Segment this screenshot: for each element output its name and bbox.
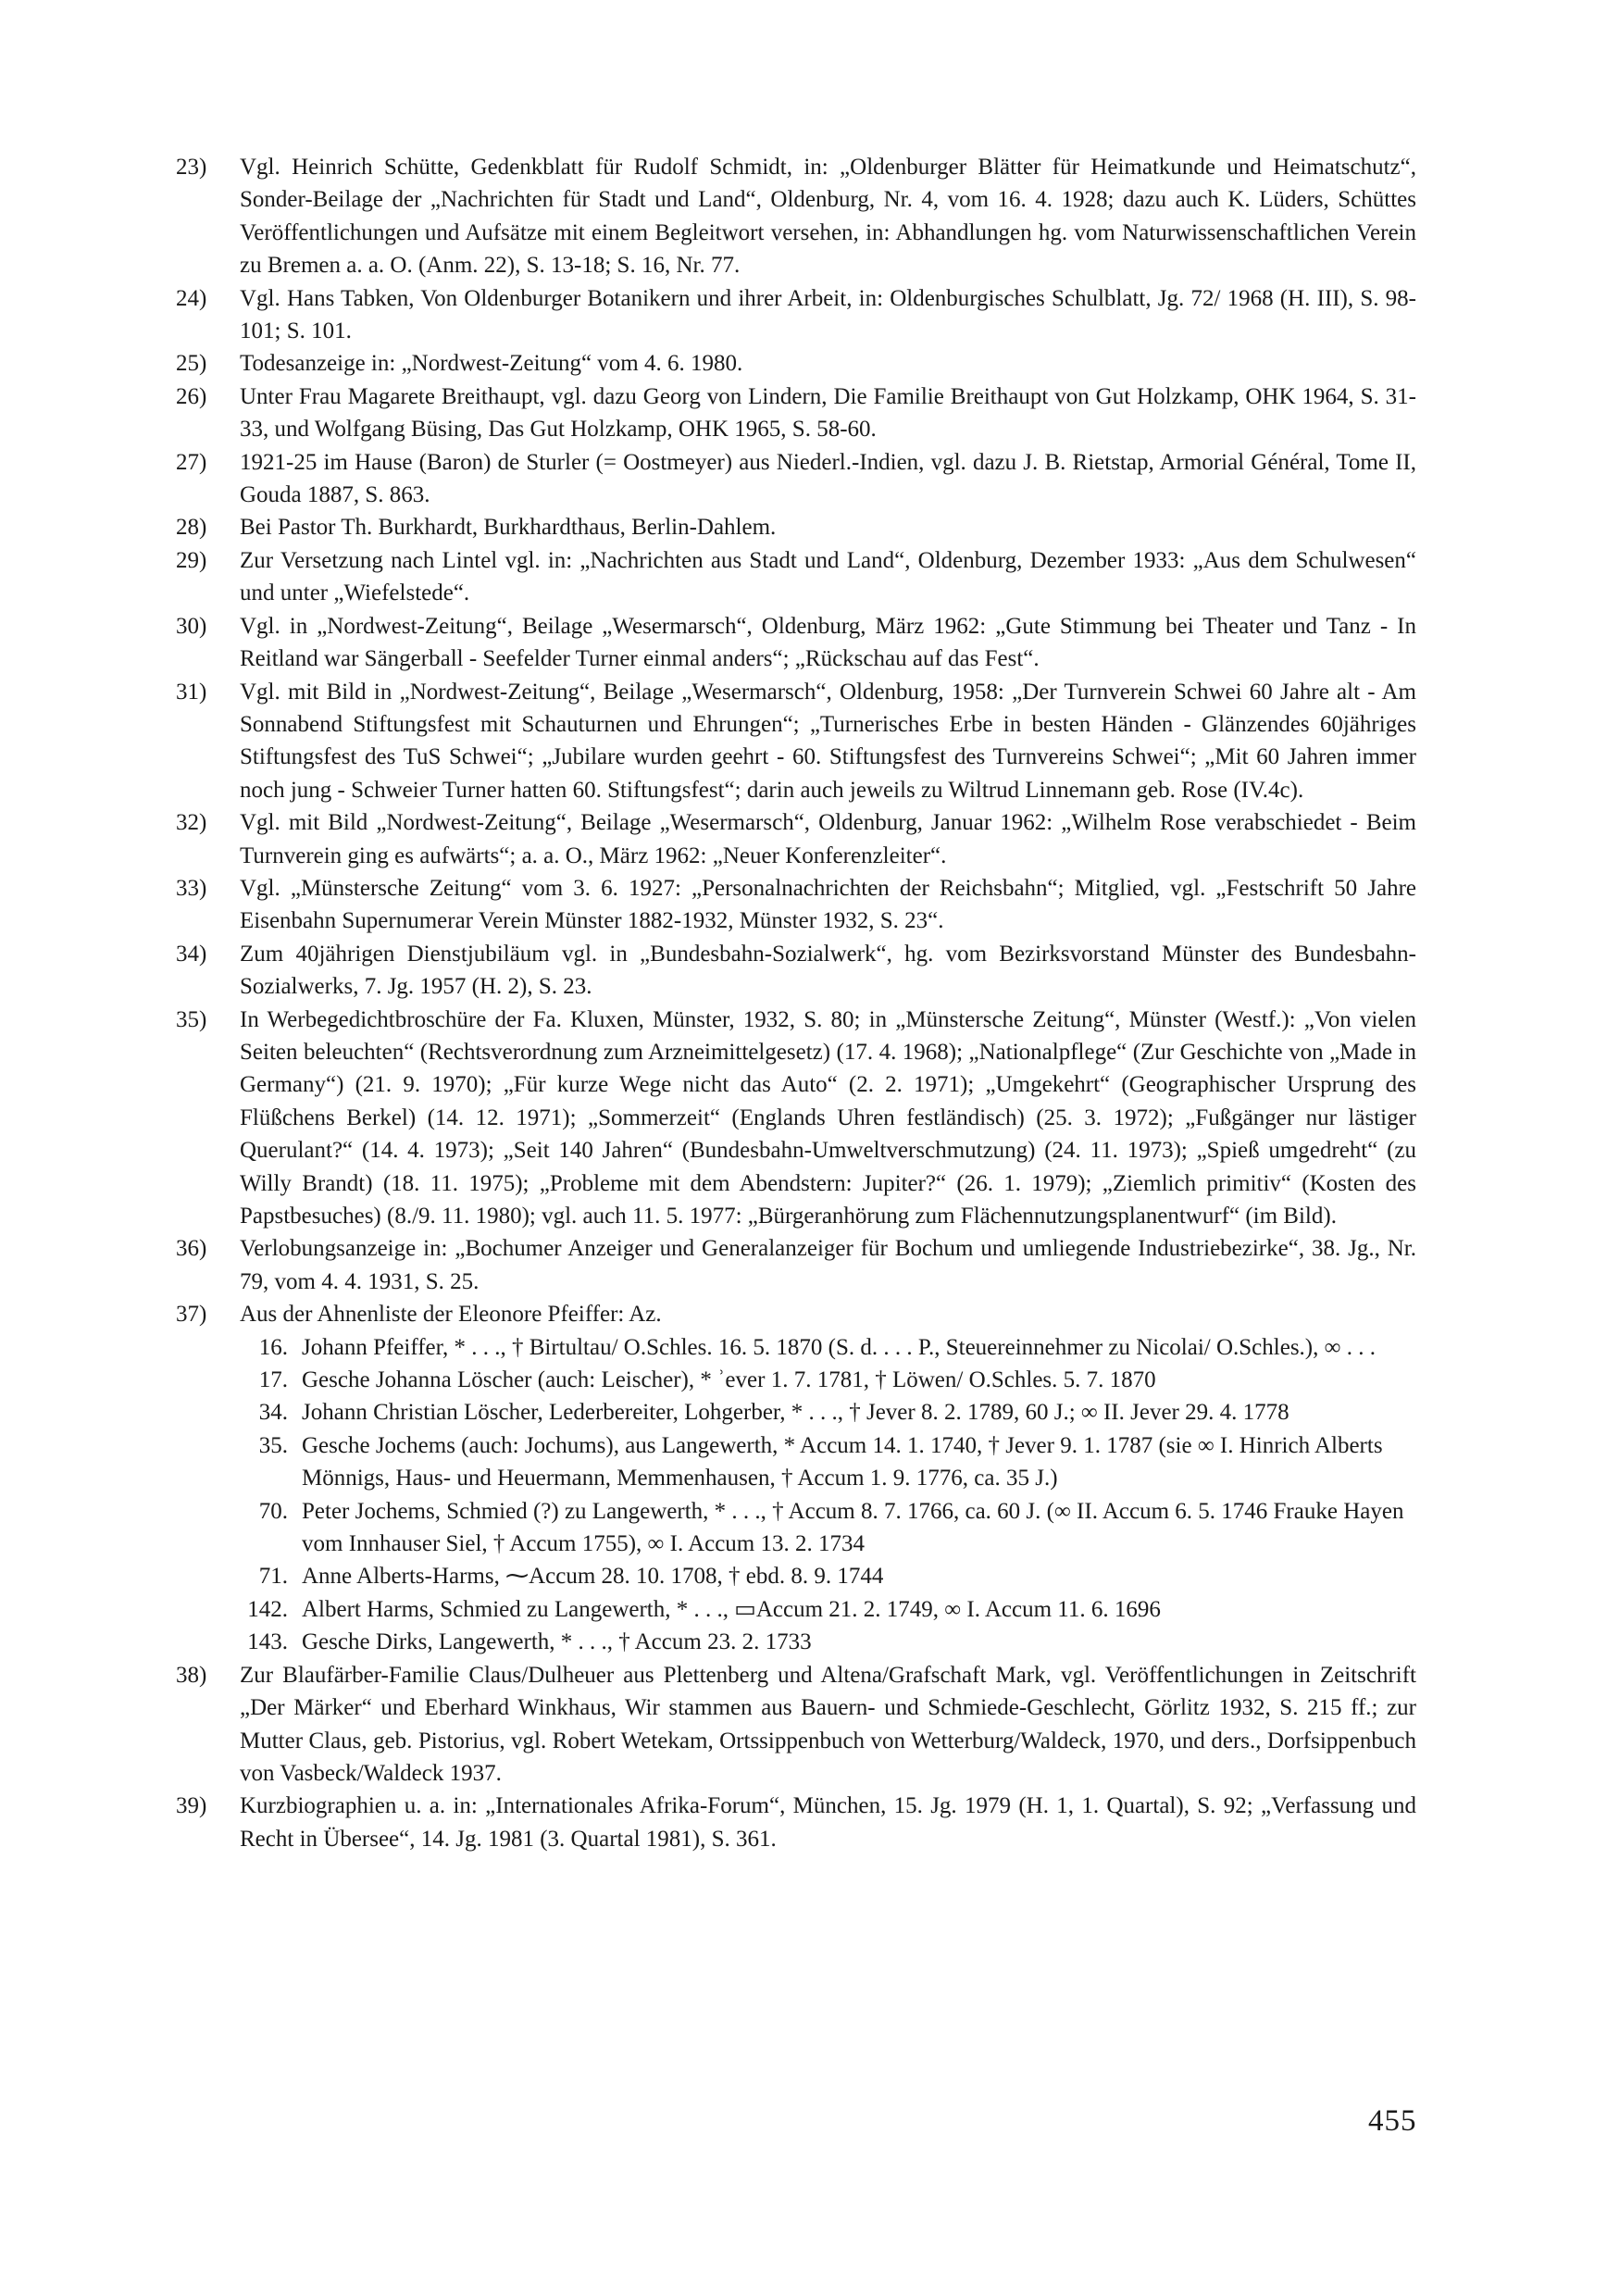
ancestor-text: Johann Pfeiffer, * . . ., † Birtultau/ O.Schles. 16. 5. 1870 (S. d. . . . P., Steuereinnehmer zu Nicolai/ O.Schles.), ∞ . . . (302, 1334, 1376, 1360)
footnote-number: 26) (176, 383, 207, 409)
footnote-36 (176, 1232, 1416, 1298)
ancestor-entry (176, 1560, 1416, 1592)
ancestor-list (176, 1331, 1416, 1659)
footnote-31 (176, 676, 1416, 807)
footnotes (176, 151, 1416, 1855)
footnote-29 (176, 544, 1416, 610)
footnote-text: 1921-25 im Hause (Baron) de Sturler (= Oostmeyer) aus Niederl.-Indien, vgl. dazu J. B. Rietstap, Armorial Général, Tome II, Gouda 1887, S. 863. (240, 449, 1416, 508)
footnote-number: 27) (176, 449, 207, 475)
footnote-number: 28) (176, 515, 207, 541)
footnote-text: Vgl. Hans Tabken, Von Oldenburger Botanikern und ihrer Arbeit, in: Oldenburgisches Schulblatt, Jg. 72/ 1968 (H. III), S. 98-101; S. 101. (240, 285, 1416, 344)
footnote-text: Zum 40jährigen Dienstjubiläum vgl. in „Bundesbahn-Sozialwerk“, hg. vom Bezirksvorstand Münster des Bundesbahn-Sozialwerks, 7. Jg. 1957 (H. 2), S. 23. (240, 941, 1416, 1000)
footnote-text: Vgl. Heinrich Schütte, Gedenkblatt für Rudolf Schmidt, in: „Oldenburger Blätter für Heimatkunde und Heimatschutz“, Sonder-Beilage der „Nachrichten für Stadt und Land“, Oldenburg, Nr. 4, vom 16. 4. 1928; dazu auch K. Lüders, Schüttes Veröffentlichungen und Aufsätze mit einem Begleitwort versehen, in: Abhandlungen hg. vom Naturwissenschaftlichen Verein zu Bremen a. a. O. (Anm. 22), S. 13-18; S. 16, Nr. 77. (240, 155, 1416, 279)
ancestor-text: Johann Christian Löscher, Lederbereiter, Lohgerber, * . . ., † Jever 8. 2. 1789, 60 J.; ∞ II. Jever 29. 4. 1778 (302, 1400, 1289, 1426)
footnote-23 (176, 151, 1416, 282)
footnote-38 (176, 1659, 1416, 1791)
footnote-25 (176, 347, 1416, 380)
ancestor-entry (176, 1593, 1416, 1626)
ancestor-text: Peter Jochems, Schmied (?) zu Langewerth, * . . ., † Accum 8. 7. 1766, ca. 60 J. (∞ II. Accum 6. 5. 1746 Frauke Hayen vom Innhauser Siel, † Accum 1755), ∞ I. Accum 13. 2. 1734 (302, 1498, 1404, 1557)
footnote-text: Todesanzeige in: „Nordwest-Zeitung“ vom 4. 6. 1980. (240, 351, 743, 377)
ancestor-entry (176, 1626, 1416, 1658)
ancestor-number: 71. (258, 1564, 288, 1590)
footnote-number: 33) (176, 875, 207, 901)
footnote-number: 32) (176, 810, 207, 836)
ancestor-entry (176, 1396, 1416, 1429)
ancestor-number: 143. (247, 1629, 288, 1655)
footnote-32 (176, 806, 1416, 872)
footnote-37 (176, 1298, 1416, 1330)
ancestor-entry (176, 1331, 1416, 1364)
ancestor-number: 70. (258, 1498, 288, 1524)
footnote-number: 34) (176, 941, 207, 967)
footnote-number: 23) (176, 155, 207, 180)
footnote-34 (176, 938, 1416, 1004)
ancestor-number: 16. (258, 1334, 288, 1360)
ancestor-text: Albert Harms, Schmied zu Langewerth, * . . ., ▭Accum 21. 2. 1749, ∞ I. Accum 11. 6. 1696 (302, 1596, 1161, 1622)
footnote-number: 38) (176, 1662, 207, 1688)
ancestor-entry (176, 1429, 1416, 1495)
footnote-number: 25) (176, 351, 207, 377)
footnote-number: 31) (176, 679, 207, 705)
footnote-text: Bei Pastor Th. Burkhardt, Burkhardthaus, Berlin-Dahlem. (240, 515, 777, 541)
ancestor-text: Gesche Johanna Löscher (auch: Leischer), * ʾever 1. 7. 1781, † Löwen/ O.Schles. 5. 7. 1870 (302, 1367, 1156, 1393)
ancestor-text: Anne Alberts-Harms, ⁓Accum 28. 10. 1708, † ebd. 8. 9. 1744 (302, 1564, 884, 1590)
footnote-text: Zur Versetzung nach Lintel vgl. in: „Nachrichten aus Stadt und Land“, Oldenburg, Dezember 1933: „Aus dem Schulwesen“ und unter „Wiefelstede“. (240, 547, 1416, 606)
ancestor-number: 35. (258, 1432, 288, 1458)
footnote-28 (176, 511, 1416, 543)
footnote-number: 30) (176, 613, 207, 639)
footnote-text: In Werbegedichtbroschüre der Fa. Kluxen, Münster, 1932, S. 80; in „Münstersche Zeitung“, Münster (Westf.): „Von vielen Seiten beleuchten“ (Rechtsverordnung zum Arzneimittelgesetz) (17. 4. 1968); „Nationalpflege“ (Zur Geschichte von „Made in Germany“) (21. 9. 1970); „Für kurze Wege nicht das Auto“ (2. 2. 1971); „Umgekehrt“ (Geographischer Ursprung des Flüßchens Berkel) (14. 12. 1971); „Sommerzeit“ (Englands Uhren festländisch) (25. 3. 1972); „Fußgänger nur lästiger Querulant?“ (14. 4. 1973); „Seit 140 Jahren“ (Bundesbahn-Umweltverschmutzung) (24. 11. 1973); „Spieß umgedreht“ (zu Willy Brandt) (18. 11. 1975); „Probleme mit dem Abendstern: Jupiter?“ (26. 1. 1979); „Ziemlich primitiv“ (Kosten des Papstbesuches) (8./9. 11. 1980); vgl. auch 11. 5. 1977: „Bürgeranhörung zum Flächennutzungsplanentwurf“ (im Bild). (240, 1006, 1416, 1229)
footnote-text: Verlobungsanzeige in: „Bochumer Anzeiger und Generalanzeiger für Bochum und umliegende Industriebezirke“, 38. Jg., Nr. 79, vom 4. 4. 1931, S. 25. (240, 1236, 1416, 1294)
ancestor-number: 142. (247, 1596, 288, 1622)
footnote-number: 35) (176, 1006, 207, 1032)
footnote-number: 39) (176, 1793, 207, 1819)
footnote-number: 24) (176, 285, 207, 311)
footnote-33 (176, 872, 1416, 938)
footnote-number: 37) (176, 1302, 207, 1328)
ancestor-text: Gesche Jochems (auch: Jochums), aus Langewerth, * Accum 14. 1. 1740, † Jever 9. 1. 1787 (sie ∞ I. Hinrich Alberts Mönnigs, Haus- und Heuermann, Memmenhausen, † Accum 1. 9. 1776, ca. 35 J.) (302, 1432, 1383, 1491)
ancestor-entry (176, 1495, 1416, 1561)
page-number: 455 (1368, 2104, 1417, 2138)
footnote-39 (176, 1790, 1416, 1855)
footnote-27 (176, 446, 1416, 512)
footnote-text: Unter Frau Magarete Breithaupt, vgl. dazu Georg von Lindern, Die Familie Breithaupt von Gut Holzkamp, OHK 1964, S. 31-33, und Wolfgang Büsing, Das Gut Holzkamp, OHK 1965, S. 58-60. (240, 383, 1416, 443)
footnote-26 (176, 381, 1416, 446)
footnote-24 (176, 282, 1416, 348)
footnote-text: Vgl. „Münstersche Zeitung“ vom 3. 6. 1927: „Personalnachrichten der Reichsbahn“; Mitglied, vgl. „Festschrift 50 Jahre Eisenbahn Supernumerar Verein Münster 1882-1932, Münster 1932, S. 23“. (240, 875, 1416, 934)
footnote-text: Aus der Ahnenliste der Eleonore Pfeiffer: Az. (240, 1302, 662, 1328)
footnote-text: Kurzbiographien u. a. in: „Internationales Afrika-Forum“, München, 15. Jg. 1979 (H. 1, 1. Quartal), S. 92; „Verfassung und Recht in Übersee“, 14. Jg. 1981 (3. Quartal 1981), S. 361. (240, 1793, 1416, 1852)
footnote-text: Zur Blaufärber-Familie Claus/Dulheuer aus Plettenberg und Altena/Grafschaft Mark, vgl. Veröffentlichungen in Zeitschrift „Der Märker“ und Eberhard Winkhaus, Wir stammen aus Bauern- und Schmiede-Geschlecht, Görlitz 1932, S. 215 ff.; zur Mutter Claus, geb. Pistorius, vgl. Robert Wetekam, Ortssippenbuch von Wetterburg/Waldeck, 1970, und ders., Dorfsippenbuch von Vasbeck/Waldeck 1937. (240, 1662, 1416, 1786)
ancestor-text: Gesche Dirks, Langewerth, * . . ., † Accum 23. 2. 1733 (302, 1629, 812, 1655)
ancestor-number: 34. (258, 1400, 288, 1426)
footnote-number: 29) (176, 547, 207, 573)
footnote-text: Vgl. mit Bild in „Nordwest-Zeitung“, Beilage „Wesermarsch“, Oldenburg, 1958: „Der Turnverein Schwei 60 Jahre alt - Am Sonnabend Stiftungsfest mit Schauturnen und Ehrungen“; „Turnerisches Erbe in besten Händen - Glänzendes 60jähriges Stiftungsfest des TuS Schwei“; „Jubilare wurden geehrt - 60. Stiftungsfest des Turnvereins Schwei“; „Mit 60 Jahren immer noch jung - Schweier Turner hatten 60. Stiftungsfest“; darin auch jeweils zu Wiltrud Linnemann geb. Rose (IV.4c). (240, 679, 1416, 803)
footnote-35 (176, 1004, 1416, 1233)
ancestor-entry (176, 1364, 1416, 1396)
ancestor-number: 17. (258, 1367, 288, 1393)
footnote-text: Vgl. in „Nordwest-Zeitung“, Beilage „Wesermarsch“, Oldenburg, März 1962: „Gute Stimmung bei Theater und Tanz - In Reitland war Sängerball - Seefelder Turner einmal anders“; „Rückschau auf das Fest“. (240, 613, 1416, 672)
footnote-30 (176, 610, 1416, 676)
footnote-text: Vgl. mit Bild „Nordwest-Zeitung“, Beilage „Wesermarsch“, Oldenburg, Januar 1962: „Wilhelm Rose verabschiedet - Beim Turnverein ging es aufwärts“; a. a. O., März 1962: „Neuer Konferenzleiter“. (240, 810, 1416, 868)
footnote-number: 36) (176, 1236, 207, 1262)
